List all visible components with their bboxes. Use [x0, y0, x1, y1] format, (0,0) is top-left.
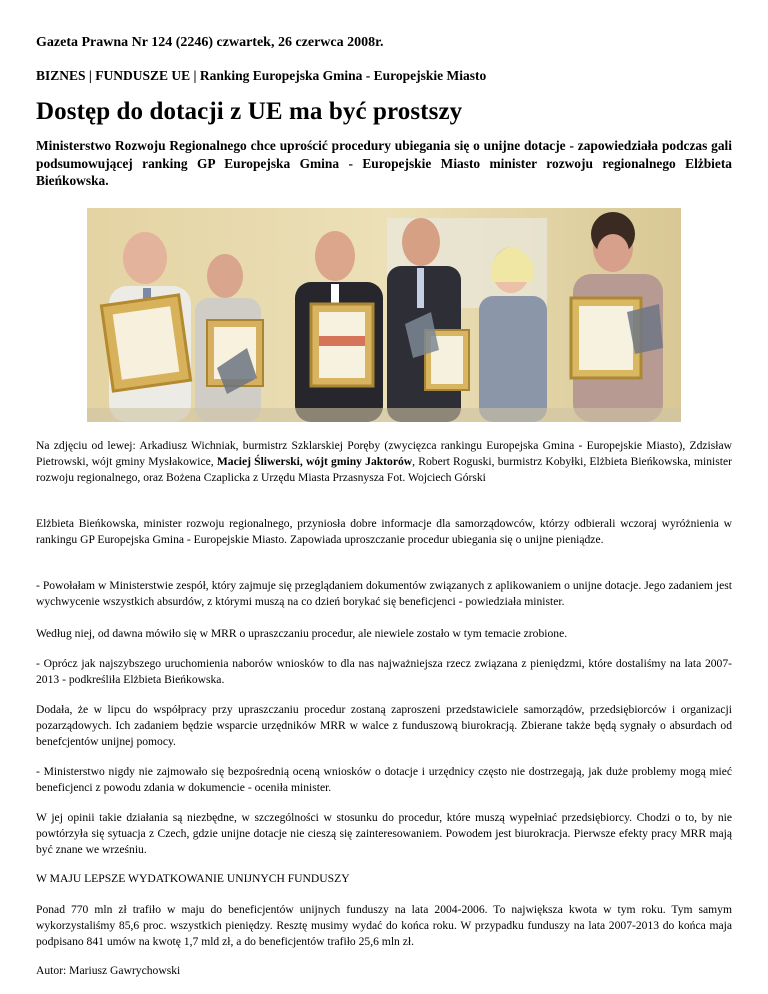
article-paragraph: - Powołałam w Ministerstwie zespół, który zajmuje się przeglądaniem dokumentów związanych z aplikowaniem o unijne dotacje. Jego zadaniem jest wychwycenie wszystkich absurdów, z którymi muszą na co dzień borykać się beneficjenci - powiedziała minister.	[36, 579, 732, 608]
article-author: Autor: Mariusz Gawrychowski	[36, 964, 181, 977]
caption-highlight: Maciej Śliwerski, wójt gminy Jaktorów	[216, 455, 413, 468]
article-headline: Dostęp do dotacji z UE ma być prostszy	[36, 98, 463, 125]
caption-text-2: , Robert Roguski, burmistrz Kobyłki, Elżbieta Bieńkowska, minister rozwoju regionalnego, oraz Bożena Czaplicka z Urzędu Miasta Przasnysza Fot. Wojciech Górski	[36, 455, 732, 484]
photo-illustration	[87, 208, 681, 422]
article-paragraph: Dodała, że w lipcu do współpracy przy upraszczaniu procedur zostaną zaproszeni przedstawiciele samorządów, przedsiębiorców i organizacji pozarządowych. Ich zadaniem będzie wsparcie urzędników MRR w walce z funduszową biurokracją. Zbierane także będą sygnały o absurdach od benefcjentów unijnej pomocy.	[36, 703, 732, 748]
article-paragraph: - Oprócz jak najszybszego uruchomienia naborów wniosków to dla nas najważniejsza rzecz związana z pieniędzmi, które dostaliśmy na lata 2007-2013 - podkreśliła Elżbieta Bieńkowska.	[36, 657, 732, 686]
section-paragraph: Ponad 770 mln zł trafiło w maju do beneficjentów unijnych funduszy na lata 2004-2006. To największa kwota w tym roku. Tym samym wykorzystaliśmy 85,6 proc. wszystkich pieniędzy. Resztę musimy wydać do końca roku. W przypadku funduszy na lata 2007-2013 do końca maja podpisano 841 umów na kwotę 1,7 mld zł, a do beneficjentów trafiło 25,6 mln zł.	[36, 903, 732, 948]
article-paragraph: Według niej, od dawna mówiło się w MRR o upraszczaniu procedur, ale niewiele zostało w tym temacie zrobione.	[36, 627, 568, 640]
photo-caption	[36, 438, 732, 486]
article-lead: Ministerstwo Rozwoju Regionalnego chce uprościć procedury ubiegania się o unijne dotacje - zapowiedziała podczas gali podsumowującej ranking GP Europejska Gmina - Europejskie Miasto minister rozwoju regionalnego Elżbieta Bieńkowska.	[36, 138, 732, 189]
rubric-breadcrumb: BIZNES | FUNDUSZE UE | Ranking Europejska Gmina - Europejskie Miasto	[36, 68, 487, 83]
article-paragraph: W jej opinii takie działania są niezbędne, w szczególności w stosunku do procedur, które muszą wypełniać przedsiębiorcy. Chodzi o to, by nie powtórzyła się sytuacja z Czech, gdzie unijne dotacje nie cieszą się zainteresowaniem. Powodem jest biurokracja. Pierwsze efekty pracy MRR mają być znane we wrześniu.	[36, 811, 732, 856]
award-ceremony-photo	[87, 208, 681, 422]
masthead: Gazeta Prawna Nr 124 (2246) czwartek, 26 czerwca 2008r.	[36, 35, 384, 50]
caption-text-1: Na zdjęciu od lewej: Arkadiusz Wichniak, burmistrz Szklarskiej Poręby (zwycięzca rankingu Europejska Gmina - Europejskie Miasto), Zdzisław Pietrowski, wójt gminy Mysłakowice,	[36, 439, 732, 468]
section-heading: W MAJU LEPSZE WYDATKOWANIE UNIJNYCH FUNDUSZY	[36, 872, 350, 885]
article-paragraph: - Ministerstwo nigdy nie zajmowało się bezpośrednią oceną wniosków o dotacje i urzędnicy często nie dostrzegają, jak duże problemy mogą mieć beneficjenci z powodu zdania w dokumencie - oceniła minister.	[36, 765, 732, 794]
article-paragraph: Elżbieta Bieńkowska, minister rozwoju regionalnego, przyniosła dobre informacje dla samorządowców, którzy odbierali wczoraj wyróżnienia w rankingu GP Europejska Gmina - Europejskie Miasto. Zapowiada uproszczanie procedur ubiegania się o unijne pieniądze.	[36, 517, 732, 546]
